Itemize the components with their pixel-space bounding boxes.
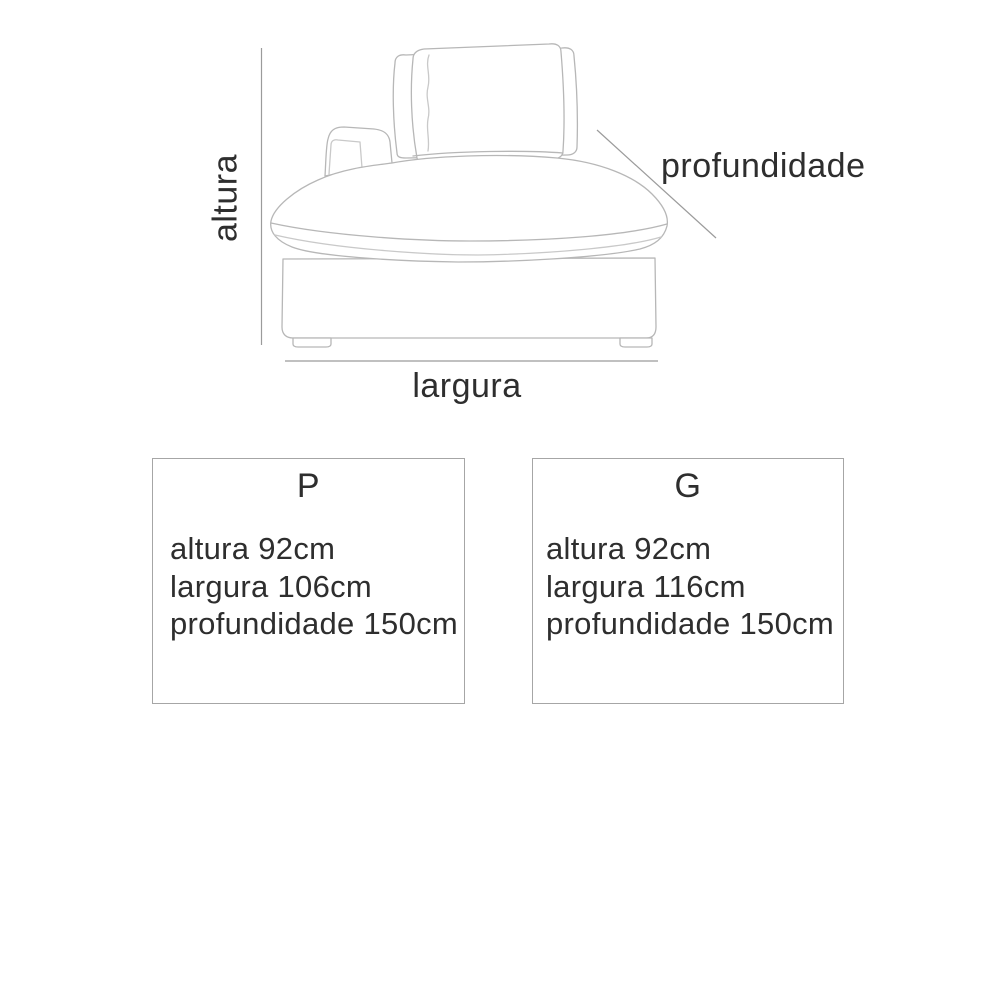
height-label: altura (206, 153, 245, 243)
spec-line-height: altura 92cm (546, 531, 712, 566)
spec-line-width: largura 116cm (546, 568, 746, 604)
size-card-g-specs (546, 530, 834, 643)
spec-line-width: largura 106cm (170, 568, 373, 604)
size-card-g (532, 458, 844, 704)
sofa-illustration (0, 0, 1000, 420)
right-foot (620, 338, 652, 347)
spec-line-depth: profundidade 150cm (170, 606, 459, 641)
size-card-p-title: P (296, 467, 321, 505)
spec-line-height: altura 92cm (170, 531, 336, 566)
spec-line-depth: profundidade 150cm (546, 606, 835, 641)
depth-label: profundidade (661, 147, 866, 185)
sofa-base (282, 258, 656, 338)
size-card-p-specs (170, 530, 458, 643)
front-pillow (411, 44, 564, 161)
width-label: largura (412, 367, 522, 405)
left-foot (293, 338, 331, 347)
size-card-p (152, 458, 465, 704)
size-card-g-title: G (674, 467, 702, 505)
